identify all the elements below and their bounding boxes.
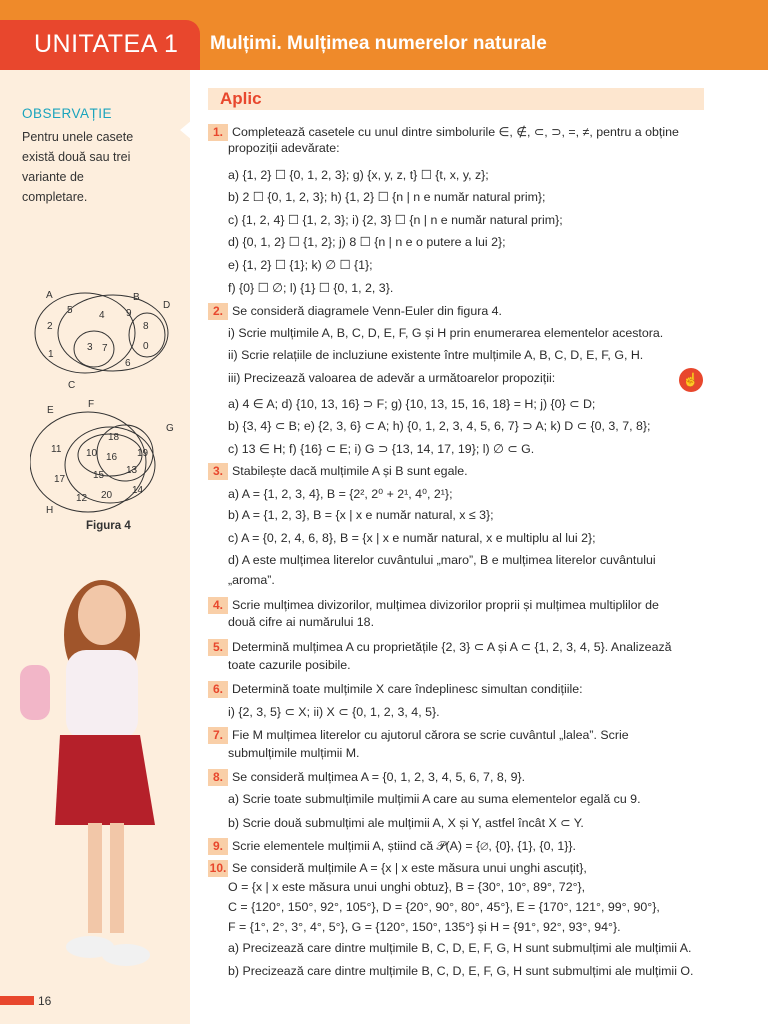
exercise-line [208,769,525,786]
exercise-line [228,880,585,894]
figure-caption: Figura 4 [86,520,131,532]
venn-number: 6 [125,358,131,369]
exercise-text: b) {3, 4} ⊂ B; e) {2, 3, 6} ⊂ A; h) {0, 1, 2, 3, 4, 5, 6, 7} ⊃ A; k) D ⊂ {0, 3, 7, 8}; [228,419,651,433]
venn-number: 16 [106,452,118,463]
exercise-number: 4. [208,597,228,614]
exercise-line [228,815,584,830]
venn-number: 2 [47,321,53,332]
exercise-text: d) A este mulțimea literelor cuvântului „maro”, B e mulțimea literelor cuvântului [228,553,656,567]
venn-diagrams [30,285,180,520]
exercise-text: Completează casetele cu unul dintre simbolurile ∈, ∉, ⊂, ⊃, =, ≠, pentru a obține [232,125,679,139]
exercise-text: a) {1, 2} ☐ {0, 1, 2, 3}; g) {x, y, z, t} ☐ {t, x, y, z}; [228,168,489,182]
exercise-text: Fie M mulțimea literelor cu ajutorul cărora se scrie cuvântul „lalea”. Scrie [232,728,629,742]
exercise-line [228,234,506,249]
exercise-line [208,597,659,614]
venn-number: 20 [101,490,113,501]
venn-label: H [46,505,54,516]
exercise-text: Stabilește dacă mulțimile A și B sunt egale. [232,464,468,478]
venn-label: A [46,290,53,301]
exercise-line [228,900,660,914]
exercise-number: 8. [208,769,228,786]
venn-number: 7 [102,343,108,354]
venn-number: 1 [48,349,54,360]
exercise-text: c) {1, 2, 4} ☐ {1, 2, 3}; i) {2, 3} ☐ {n | n e număr natural prim}; [228,213,563,227]
venn-number: 13 [126,465,138,476]
exercise-text: propoziții adevărate: [228,141,340,155]
exercise-text: a) A = {1, 2, 3, 4}, B = {2², 2⁰ + 2¹, 4⁰, 2¹}; [228,487,453,501]
exercise-line [228,531,596,545]
venn-number: 8 [143,321,149,332]
exercise-text: toate cazurile posibile. [228,658,351,672]
exercise-line [228,658,351,672]
venn-number: 5 [67,305,73,316]
exercise-line [228,441,534,456]
exercise-line [228,280,393,295]
exercise-text: b) 2 ☐ {0, 1, 2, 3}; h) {1, 2} ☐ {n | n e număr natural prim}; [228,190,546,204]
exercise-line [228,418,650,433]
exercise-text: c) A = {0, 2, 4, 6, 8}, B = {x | x e număr natural, x e multiplu al lui 2}; [228,531,596,545]
exercise-text: b) Scrie două submulțimi ale mulțimii A, X și Y, astfel încât X ⊂ Y. [228,816,584,830]
exercise-line [228,189,546,204]
exercise-line [228,212,563,227]
exercise-line [228,920,621,934]
exercise-text: F = {1°, 2°, 3°, 4°, 5°}, G = {120°, 150°, 135°} și H = {91°, 92°, 93°, 94°}. [228,920,621,934]
exercise-number: 10. [209,861,227,875]
exercise-line [208,838,576,855]
exercise-number: 3. [208,463,228,480]
exercise-text: b) Precizează care dintre mulțimile B, C, D, E, F, G, H sunt submulțimi ale mulțimii O. [228,964,694,978]
venn-number: 0 [143,341,149,352]
exercise-line [228,573,275,587]
venn-number: 10 [86,448,98,459]
exercise-text: a) 4 ∈ A; d) {10, 13, 16} ⊃ F; g) {10, 13, 15, 16, 18} = H; j) {0} ⊂ D; [228,397,596,411]
exercise-text: f) {0} ☐ ∅; l) {1} ☐ {0, 1, 2, 3}. [228,281,394,295]
exercise-text: d) {0, 1, 2} ☐ {1, 2}; j) 8 ☐ {n | n e o putere a lui 2}; [228,235,506,249]
venn-label: G [166,423,174,434]
exercise-line [228,348,643,362]
exercise-number: 5. [208,639,228,656]
exercise-line [208,639,672,656]
page-number-bar [0,996,34,1005]
exercise-text: două cifre ai numărului 18. [228,615,375,629]
venn-label: C [68,380,76,391]
exercise-line [228,792,641,806]
exercise-line [228,704,440,719]
exercise-line [228,746,360,760]
chapter-title: Mulțimi. Mulțimea numerelor naturale [210,33,547,54]
exercise-text: iii) Precizează valoarea de adevăr a următoarelor propoziții: [228,371,556,385]
section-title: Aplic [220,89,262,108]
page-number: 16 [38,994,52,1008]
exercise-line [228,396,595,411]
venn-number: 15 [93,470,105,481]
exercise-text: C = {120°, 150°, 92°, 105°}, D = {20°, 90°, 80°, 45°}, E = {170°, 121°, 99°, 90°}, [228,900,660,914]
exercise-text: ii) Scrie relațiile de incluziune existente între mulțimile A, B, C, D, E, F, G, H. [228,348,644,362]
exercise-number: 6. [208,681,228,698]
venn-number: 4 [99,310,105,321]
exercise-text: Determină toate mulțimile X care îndeplinesc simultan condițiile: [232,682,583,696]
exercise-line [228,508,494,522]
exercise-line [228,964,693,978]
exercise-line [228,553,656,567]
venn-number: 11 [51,444,62,455]
observation-box [22,106,192,207]
exercise-line [208,681,583,698]
exercise-text: O = {x | x este măsura unui unghi obtuz}, B = {30°, 10°, 89°, 72°}, [228,880,586,894]
venn-number: 9 [126,308,132,319]
exercise-text: e) {1, 2} ☐ {1}; k) ∅ ☐ {1}; [228,258,373,272]
exercise-text: submulțimile mulțimii M. [228,746,360,760]
exercise-number: 7. [208,727,228,744]
venn-number: 18 [108,432,120,443]
exercise-text: i) Scrie mulțimile A, B, C, D, E, F, G și H prin enumerarea elementelor acestora. [228,326,664,340]
exercise-text: Se consideră diagramele Venn-Euler din figura 4. [232,304,503,318]
venn-number: 14 [132,485,144,496]
exercise-text: a) Precizează care dintre mulțimile B, C, D, E, F, G, H sunt submulțimi ale mulțimii A. [228,941,692,955]
exercise-number: 9. [208,838,228,855]
venn-label: F [88,399,95,410]
exercise-text: Scrie mulțimea divizorilor, mulțimea divizorilor proprii și mulțimea multiplilor de [232,598,659,612]
hand-pointer-icon: ☝ [679,368,703,392]
exercise-text: „aroma”. [228,573,275,587]
observation-text: Pentru unele casete există două sau trei variante de completare. [22,130,134,204]
venn-label: D [163,300,171,311]
exercise-line [228,941,691,955]
observation-title: OBSERVAȚIE [22,106,113,121]
venn-number: 19 [137,448,149,459]
exercise-text: Scrie elementele mulțimii A, știind că 𝒫(A) = {∅, {0}, {1}, {0, 1}}. [232,839,576,853]
exercise-text: Se consideră mulțimile A = {x | x este măsura unui unghi ascuțit}, [232,861,587,875]
exercise-text: Se consideră mulțimea A = {0, 1, 2, 3, 4, 5, 6, 7, 8, 9}. [232,770,526,784]
exercise-text: i) {2, 3, 5} ⊂ X; ii) X ⊂ {0, 1, 2, 3, 4, 5}. [228,705,440,719]
exercise-line [228,326,663,340]
exercise-number: 1. [208,124,228,141]
exercise-line [228,167,489,182]
venn-number: 3 [87,342,93,353]
exercise-line [228,486,453,501]
venn-label: B [133,292,140,303]
exercise-line [208,463,468,480]
exercise-line [228,615,374,629]
exercise-text: c) 13 ∈ H; f) {16} ⊂ E; i) G ⊃ {13, 14, 17, 19}; l) ∅ ⊂ G. [228,442,535,456]
student-illustration [10,555,170,995]
unit-title: UNITATEA 1 [34,30,179,58]
exercise-text: Determină mulțimea A cu proprietățile {2, 3} ⊂ A și A ⊂ {1, 2, 3, 4, 5}. Analizează [232,640,672,654]
exercise-line [228,141,340,155]
exercise-text: b) A = {1, 2, 3}, B = {x | x e număr natural, x ≤ 3}; [228,508,494,522]
exercise-line [228,371,555,385]
exercise-line [208,124,679,141]
venn-label: E [47,405,54,416]
venn-number: 12 [76,493,88,504]
section-bar [208,88,704,110]
venn-number: 17 [54,474,66,485]
exercise-line [208,303,502,320]
exercise-line [208,860,587,877]
exercise-number: 2. [208,303,228,320]
exercise-line [228,257,373,272]
exercise-text: a) Scrie toate submulțimile mulțimii A care au suma elementelor egală cu 9. [228,792,641,806]
exercise-line [208,727,629,744]
